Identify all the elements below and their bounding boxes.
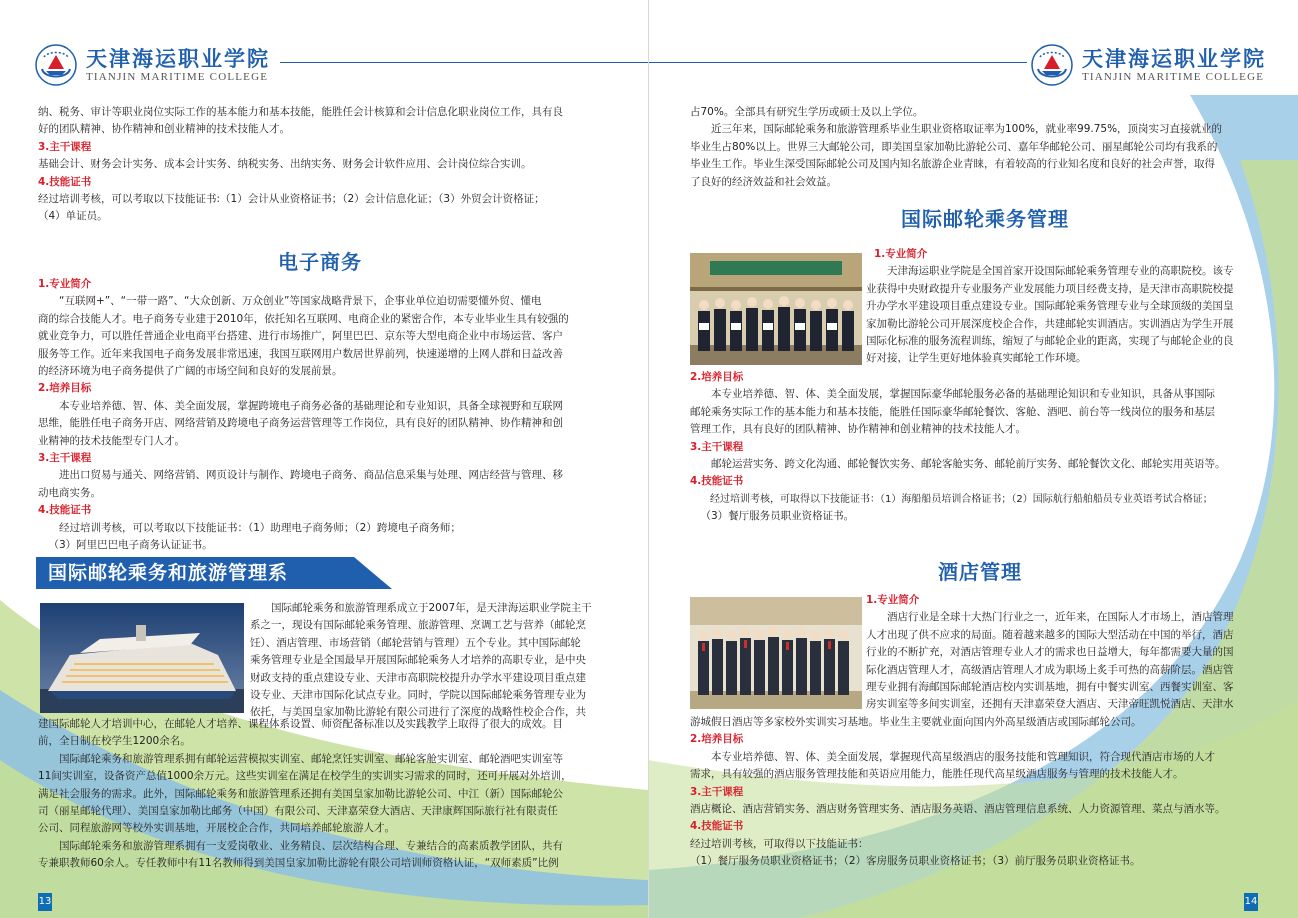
section-heading: 4.技能证书 — [690, 475, 744, 488]
section-heading: 4.技能证书 — [38, 504, 92, 517]
paragraph-line: 业精神的技术技能型专门人才。 — [38, 434, 185, 447]
paragraph-line: 酒店概论、酒店营销实务、酒店财务管理实务、酒店服务英语、酒店管理信息系统、人力资源管理、菜点与酒水等。 — [690, 803, 1226, 816]
paragraph-line: 依托，与美国皇家加勒比游轮有限公司进行了深度的战略性校企合作，共 — [250, 706, 586, 719]
section-heading: 3.主干课程 — [690, 785, 744, 798]
paragraph-line: （4）单证员。 — [38, 210, 108, 223]
section-heading: 2.培养目标 — [38, 382, 92, 395]
paragraph-line: 国际邮轮乘务和旅游管理系拥有邮轮运营模拟实训室、邮轮烹饪实训室、邮轮客舱实训室、邮轮酒吧实训室等 — [59, 752, 563, 765]
section-heading: 4.技能证书 — [690, 820, 744, 833]
college-emblem-icon — [34, 43, 78, 87]
paragraph-line: 动电商实务。 — [38, 486, 101, 499]
paragraph-line: 业获得中央财政提升专业服务产业发展能力项目经费支持，是天津市高职院校提 — [866, 282, 1234, 295]
ecommerce-title: 电子商务 — [278, 250, 362, 274]
paragraph-line: 的经济环境为电子商务提供了广阔的市场空间和良好的发展前景。 — [38, 365, 343, 378]
paragraph-line: 商的综合技能人才。电子商务专业建于2010年，依托知名互联网、电商企业的紧密合作，本专业毕业生具有较强的 — [38, 312, 569, 325]
cruise-management-title: 国际邮轮乘务管理 — [901, 207, 1069, 231]
section-heading: 3.主干课程 — [690, 440, 744, 453]
paragraph-line: 好的团队精神、协作精神和创业精神的技术技能人才。 — [38, 123, 290, 136]
department-intro-right — [250, 600, 622, 722]
accounting-section — [38, 104, 618, 226]
section-heading: 3.主干课程 — [38, 452, 92, 465]
ecommerce-section — [38, 276, 618, 555]
paragraph-line: 管理工作，具有良好的团队精神、协作精神和创业精神的技术技能人才。 — [690, 423, 1026, 436]
paragraph-line: 房实训室等多间实训室，还拥有天津嘉荣登大酒店、天津帝旺凯悦酒店、天津水 — [866, 698, 1234, 711]
college-emblem-icon — [1030, 43, 1074, 87]
paragraph-line: 饪）、酒店管理、市场营销（邮轮营销与管理）五个专业。其中国际邮轮 — [250, 636, 581, 649]
paragraph-line: 司（丽星邮轮代理）、美国皇家加勒比邮务（中国）有限公司、天津嘉荣登大酒店、天津康辉国际旅行社有限责任 — [38, 805, 558, 818]
section-heading: 2.培养目标 — [690, 733, 744, 746]
header-rule-right — [649, 62, 1027, 63]
paragraph-line: 际化酒店管理人才，高级酒店管理人才成为职场上炙手可热的高薪阶层。酒店管 — [866, 663, 1234, 676]
paragraph-line: 本专业培养德、智、体、美全面发展，掌握跨境电子商务必备的基础理论和专业知识，具备全球视野和互联网 — [59, 399, 563, 412]
department-intro-full — [38, 716, 622, 873]
header-right — [1030, 40, 1266, 90]
paragraph-line: 经过培训考核，可以考取以下技能证书：（1）助理电子商务师；（2）跨境电子商务师； — [59, 521, 461, 534]
paragraph-line: 邮轮运营实务、跨文化沟通、邮轮餐饮实务、邮轮客舱实务、邮轮前厅实务、邮轮餐饮文化、邮轮实用英语等。 — [711, 458, 1226, 471]
hotel-intro — [866, 592, 1268, 714]
paragraph-line: 设专业、天津市国际化试点专业。同时，学院以国际邮轮乘务管理专业为 — [250, 689, 586, 702]
paragraph-line: 经过培训考核，可以考取以下技能证书:（1）会计从业资格证书；（2）会计信息化证；（3）外贸会计资格证； — [38, 193, 545, 206]
paragraph-line: 基础会计、财务会计实务、成本会计实务、纳税实务、出纳实务、财务会计软件应用、会计岗位综合实训。 — [38, 158, 532, 171]
brand-name-en: TIANJIN MARITIME COLLEGE — [86, 70, 269, 83]
paragraph-line: 进出口贸易与通关、网络营销、网页设计与制作、跨境电子商务、商品信息采集与处理、网店经营与管理、移 — [59, 469, 563, 482]
paragraph-line: 邮轮乘务实际工作的基本能力和基本技能，能胜任国际豪华邮轮餐饮、客舱、酒吧、前台等一线岗位的服务和基层 — [690, 405, 1215, 418]
brand-name-cn: 天津海运职业学院 — [1082, 45, 1266, 71]
paragraph-line: “互联网+”、“一带一路”、“大众创新、万众创业”等国家战略背景下，企事业单位迫切需要懂外贸、懂电 — [59, 295, 542, 308]
hotel-management-title: 酒店管理 — [938, 560, 1022, 584]
section-heading: 4.技能证书 — [38, 175, 92, 188]
section-heading: 2.培养目标 — [690, 371, 744, 383]
page-fold — [648, 0, 649, 918]
paragraph-line: 财政支持的重点建设专业、天津市高职院校提升办学水平建设项目重点建 — [250, 671, 586, 684]
paragraph-line: 升办学水平建设项目重点建设专业。国际邮轮乘务管理专业与全球顶级的美国皇 — [866, 300, 1234, 313]
department-banner-title: 国际邮轮乘务和旅游管理系 — [48, 562, 289, 584]
paragraph-line: 就业竞争力，可以胜任普通企业电商平台搭建、进行市场推广，阿里巴巴、京东等大型电商企业中市场运营、客户 — [38, 330, 563, 343]
section-heading: 1.专业简介 — [866, 594, 920, 606]
cruise-intro — [866, 246, 1268, 368]
paragraph-line: 经过培训考核，可取得以下技能证书：（1）海船船员培训合格证书；（2）国际航行船舶船员专业英语考试合格证； — [710, 493, 1213, 505]
hotel-staff-photo — [690, 597, 862, 709]
paragraph-line: 纳、税务、审计等职业岗位实际工作的基本能力和基本技能，能胜任会计核算和会计信息化职业岗位工作，具有良 — [38, 106, 563, 118]
paragraph-line: 天津海运职业学院是全国首家开设国际邮轮乘务管理专业的高职院校。该专 — [887, 265, 1234, 278]
cruise-ship-photo — [40, 603, 244, 713]
paragraph-line: 建国际邮轮人才培训中心，在邮轮人才培养、课程体系设置、师资配备标准以及实践教学上取得了很大的成效。目 — [38, 718, 563, 730]
paragraph-line: 理专业拥有海邮国际邮轮酒店校内实训基地，拥有中餐实训室、西餐实训室、客 — [866, 681, 1234, 694]
brand-name-en: TIANJIN MARITIME COLLEGE — [1082, 70, 1265, 83]
page-number-left: 13 — [38, 893, 52, 911]
paragraph-line: 家加勒比游轮公司开展深度校企合作，共建邮轮实训酒店。实训酒店为学生开展 — [866, 317, 1234, 330]
paragraph-line: 前，全日制在校学生1200余名。 — [38, 735, 191, 748]
cruise-sections — [690, 369, 1290, 526]
paragraph-line: 国际邮轮乘务和旅游管理系拥有一支爱岗敬业、业务精良、层次结构合理、专兼结合的高素质教学团队，共有 — [59, 839, 563, 852]
paragraph-line: 11间实训室，设备资产总值1000余万元。这些实训室在满足在校学生的实训实习需求的同时，还可开展对外培训， — [38, 770, 572, 783]
section-heading: 1.专业简介 — [38, 278, 92, 290]
cruise-students-photo — [690, 253, 862, 365]
paragraph-line: 近三年来，国际邮轮乘务和旅游管理系毕业生职业资格取证率为100%，就业率99.75%，顶岗实习直接就业的 — [711, 123, 1223, 136]
paragraph-line: 人才出现了供不应求的局面。随着越来越多的国际大型活动在中国的举行，酒店 — [866, 628, 1234, 641]
paragraph-line: （1）餐厅服务员职业资格证书；（2）客房服务员职业资格证书；（3）前厅服务员职业资格证书。 — [690, 855, 1141, 868]
page-number-right: 14 — [1244, 893, 1258, 911]
paragraph-line: 好对接，让学生更好地体验真实邮轮工作环境。 — [866, 352, 1087, 365]
paragraph-line: （3）阿里巴巴电子商务认证证书。 — [48, 539, 213, 552]
paragraph-line: 毕业生工作。毕业生深受国际邮轮公司及国内知名旅游企业青睐，有着较高的行业知名度和良好的社会声誉，取得 — [690, 158, 1215, 171]
hotel-sections — [690, 714, 1280, 871]
paragraph-line: 国际邮轮乘务和旅游管理系成立于2007年，是天津海运职业学院主干 — [271, 602, 592, 614]
paragraph-line: 系之一，现设有国际邮轮乘务管理、旅游管理、烹调工艺与营养（邮轮烹 — [250, 619, 586, 632]
paragraph-line: 服务等工作。近年来我国电子商务发展非常迅速，我国互联网用户数居世界前列，快速递增的上网人群和日益改善 — [38, 347, 563, 360]
header-left — [34, 40, 270, 90]
section-heading: 1.专业简介 — [874, 248, 928, 260]
paragraph-line: 本专业培养德、智、体、美全面发展，掌握国际豪华邮轮服务必备的基础理论知识和专业知识，具备从事国际 — [711, 388, 1215, 401]
brand-name-cn: 天津海运职业学院 — [86, 45, 270, 71]
paragraph-line: 酒店行业是全球十大热门行业之一，近年来，在国际人才市场上，酒店管理 — [887, 611, 1234, 624]
paragraph-line: 行业的不断扩充，对酒店管理专业人才的需求也日益增大，每年都需要大量的国 — [866, 646, 1234, 659]
paragraph-line: 占70%。全部具有研究生学历或硕士及以上学位。 — [690, 106, 924, 118]
header-rule-left — [280, 62, 648, 63]
paragraph-line: 了良好的经济效益和社会效益。 — [690, 175, 837, 188]
paragraph-line: （3）餐厅服务员职业资格证书。 — [700, 510, 855, 523]
paragraph-line: 专兼职教师60余人。专任教师中有11名教师得到美国皇家加勒比游轮有限公司培训师资格认证，“双师素质”比例 — [38, 857, 559, 870]
paragraph-line: 乘务管理专业是全国最早开展国际邮轮乘务人才培养的高职专业，是中央 — [250, 654, 586, 667]
paragraph-line: 经过培训考核，可取得以下技能证书： — [690, 837, 869, 850]
paragraph-line: 公司、同程旅游网等校外实训基地，开展校企合作，共同培养邮轮旅游人才。 — [38, 822, 395, 835]
paragraph-line: 思维，能胜任电子商务开店、网络营销及跨境电子商务运营管理等工作岗位，具有良好的团队精神、协作精神和创 — [38, 417, 563, 430]
paragraph-line: 国际化标准的服务流程训练，缩短了与邮轮企业的距离，实现了与邮轮企业的良 — [866, 335, 1234, 348]
paragraph-line: 游城假日酒店等多家校外实训实习基地。毕业生主要就业面向国内外高星级酒店或国际邮轮公司。 — [690, 716, 1142, 728]
paragraph-line: 满足社会服务的需求。此外，国际邮轮乘务和旅游管理系还拥有美国皇家加勒比游轮公司、中江（新）国际邮轮公 — [38, 787, 563, 800]
paragraph-line: 本专业培养德、智、体、美全面发展，掌握现代高星级酒店的服务技能和管理知识，符合现代酒店市场的人才 — [711, 750, 1215, 763]
paragraph-line: 需求，具有较强的酒店服务管理技能和英语应用能力，能胜任现代高星级酒店服务与管理的技术技能人才。 — [690, 768, 1184, 781]
paragraph-line: 毕业生占80%以上。世界三大邮轮公司，即美国皇家加勒比游轮公司、嘉年华邮轮公司、丽星邮轮公司均有我系的 — [690, 140, 1218, 153]
cruise-dept-continued — [690, 104, 1270, 191]
section-heading: 3.主干课程 — [38, 140, 92, 153]
